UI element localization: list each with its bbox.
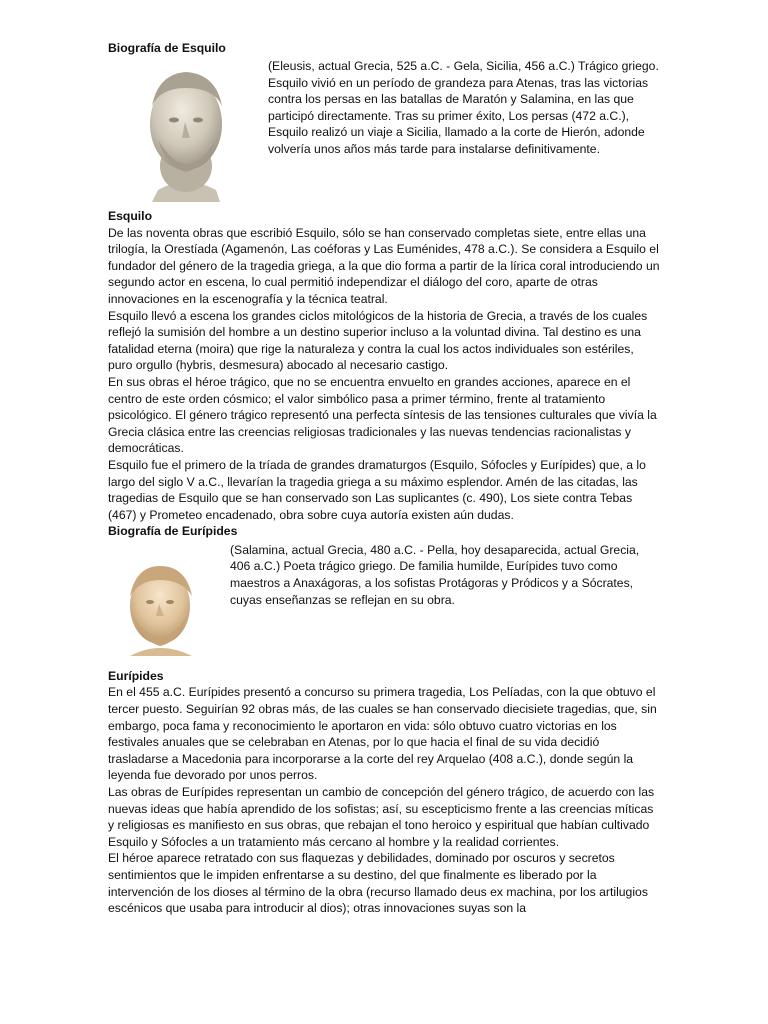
document-page <box>108 40 660 917</box>
esquilo-biography-heading: Biografía de Esquilo <box>108 41 226 55</box>
esquilo-bust-image <box>128 62 244 202</box>
euripides-paragraph: Las obras de Eurípides representan un cambio de concepción del género trágico, de acuerdo con las nuevas ideas que había aprendido de los sofistas; así, su escepticismo frente a las creencias míticas y religiosas es manifiesto en sus obras, que rebajan el tono heroico y espiritual que habían cultivado Esquilo y Sófocles a un tratamiento más cercano al hombre y la realidad corrientes. <box>108 785 655 849</box>
euripides-biography-heading: Biografía de Eurípides <box>108 524 238 539</box>
euripides-paragraph: En el 455 a.C. Eurípides presentó a concurso su primera tragedia, Los Pelíadas, con la que obtuvo el tercer puesto. Seguirían 92 obras más, de las cuales se han conservado diecisiete tragedias, que, sin embargo, poca fama y reconocimiento le aportaron en vida: sólo obtuvo cuatro victorias en los festivales anuales que se celebraban en Atenas, por lo que hacia el final de su vida decidió trasladarse a Macedonia para incorporarse a la corte del rey Arquelao (408 a.C.), donde según la leyenda fue devorado por unos perros. <box>108 685 657 783</box>
esquilo-biography-intro: (Eleusis, actual Grecia, 525 a.C. - Gela, Sicilia, 456 a.C.) Trágico griego. Esquilo vivió en un período de grandeza para Atenas, tras las victorias contra los persas en las batallas de Maratón y Salamina, en las que participó directamente. Tras su primer éxito, Los persas (472 a.C.), Esquilo realizó un viaje a Sicilia, llamado a la corte de Hierón, adonde volvería unos años más tarde para instalarse definitivamente. <box>268 59 659 156</box>
euripides-bust-image <box>114 556 206 656</box>
euripides-biography-intro: (Salamina, actual Grecia, 480 a.C. - Pella, hoy desaparecida, actual Grecia, 406 a.C.) Poeta trágico griego. De familia humilde, Eurípides tuvo como maestros a Anaxágoras, a los sofistas Protágoras y Pródicos y a Sócrates, cuyas enseñanzas se reflejan en su obra. <box>230 542 640 607</box>
esquilo-paragraph: De las noventa obras que escribió Esquilo, sólo se han conservado completas siete, entre ellas una trilogía, la Orestíada (Agamenón, Las coéforas y Las Euménides, 478 a.C.). Se considera a Esquilo el fundador del género de la tragedia griega, a la que dio forma a partir de la lírica coral introduciendo un segundo actor en escena, lo cual permitió independizar el diálogo del coro, aparte de otras innovaciones en la escenografía y la técnica teatral. <box>108 225 660 306</box>
esquilo-paragraph: Esquilo llevó a escena los grandes ciclos mitológicos de la historia de Grecia, a través de los cuales reflejó la sumisión del hombre a un destino superior incluso a la voluntad divina. Tal destino es una fatalidad eterna (moira) que rige la naturaleza y contra la cual los actos individuales son estériles, puro orgullo (hybris, desmesura) abocado al necesario castigo. <box>108 308 648 373</box>
euripides-paragraph: El héroe aparece retratado con sus flaquezas y debilidades, dominado por oscuros y secretos sentimientos que le impiden enfrentarse a su destino, del que finalmente es liberado por la intervención de los dioses al término de la obra (recurso llamado deus ex machina, por los artilugios escénicos que usaba para introducir al dios); otras innovaciones suyas son la <box>108 851 648 916</box>
esquilo-paragraph: Esquilo fue el primero de la tríada de grandes dramaturgos (Esquilo, Sófocles y Eurípides) que, a lo largo del siglo V a.C., llevarían la tragedia griega a su máximo esplendor. Amén de las citadas, las tragedias de Esquilo que se han conservado son Las suplicantes (c. 490), Los siete contra Tebas (467) y Prometeo encadenado, obra sobre cuya autoría existen aún dudas. <box>108 457 646 522</box>
euripides-heading: Eurípides <box>108 668 164 683</box>
esquilo-heading: Esquilo <box>108 209 153 223</box>
esquilo-paragraph: En sus obras el héroe trágico, que no se encuentra envuelto en grandes acciones, aparece en el centro de este orden cósmico; el valor simbólico pasa a primer término, frente al tratamiento psicológico. El género trágico representó una perfecta síntesis de las tensiones culturales que vivía la Grecia clásica entre las creencias religiosas tradicionales y las nuevas tendencias racionalistas y democráticas. <box>108 374 657 456</box>
esquilo-biography-section <box>108 40 660 208</box>
euripides-biography-section <box>108 540 660 668</box>
